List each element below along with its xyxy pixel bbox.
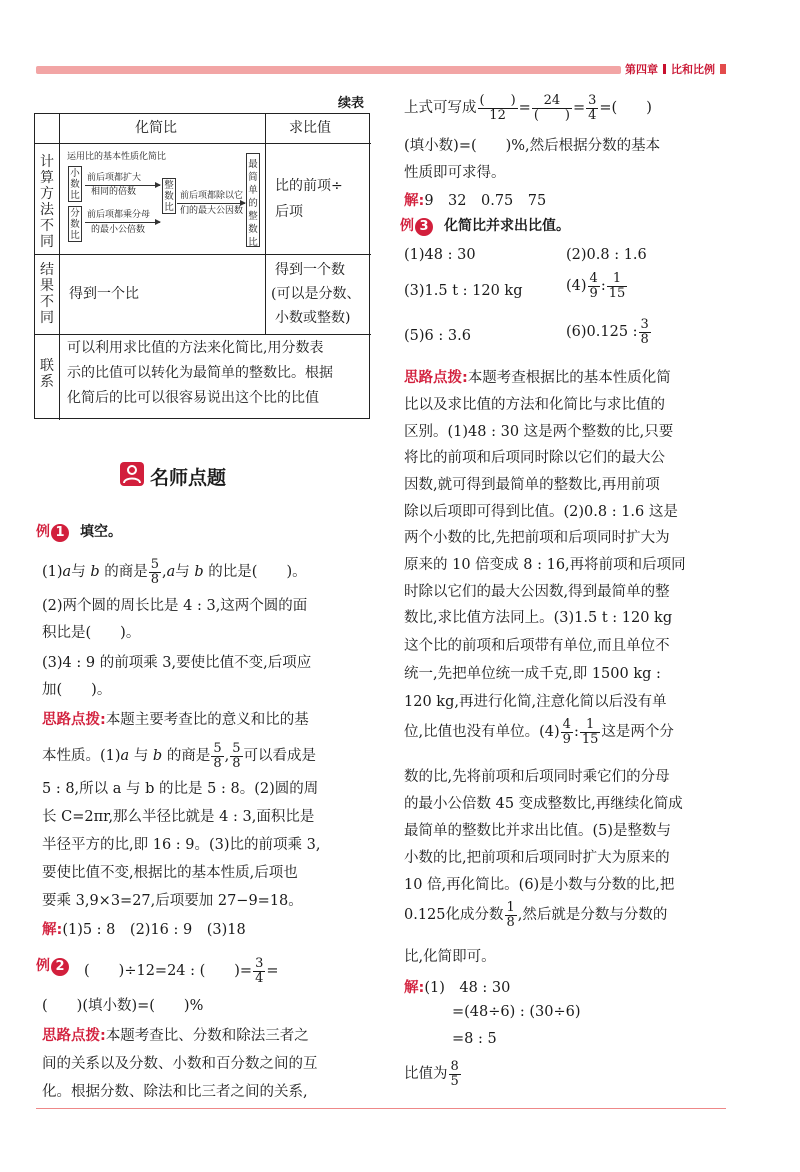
example-3-badge: 例 3 (400, 215, 433, 235)
ex2-question-line2: ( )(填小数)=( )% (42, 998, 204, 1014)
diagram-integer-note1: 前后项都除以它 (180, 191, 244, 201)
chapter-tag (625, 61, 726, 77)
ex3-answer-line3: =8 : 5 (452, 1031, 497, 1047)
ex3-hint-line15: 数的比,先将前项和后项同时乘它们的分母 (404, 769, 670, 785)
footer-line (36, 1108, 726, 1109)
ex2-question-line1: ( )÷12=24 : ( )= $\frac{3}{4}$ = (84, 956, 279, 986)
ex2-cont-line2: (填小数)=( )%,然后根据分数的基本 (404, 138, 661, 154)
diagram-box-decimal: 小数比 (68, 166, 82, 202)
ex3-problem-5: (5)6 : 3.6 (404, 328, 471, 344)
ex3-hint-line9: 时除以它们的最大公因数,得到最简单的整 (404, 584, 670, 600)
ex3-hint-line10: 数比,求比值方法同上。(3)1.5 t : 120 kg (404, 610, 673, 626)
ex3-hint-line3: 区别。(1)48 : 30 这是两个整数的比,只要 (404, 424, 674, 440)
fraction-3-4: $\frac{3}{4}$ (255, 956, 264, 986)
ex3-hint-line5: 因数,就可得到最简单的整数比,再用前项 (404, 477, 660, 493)
ex2-cont-line1: 上式可写成 $\frac{( )}{12}$ = $\frac{24}{( )}$ = $\frac{3}{4}$ =( ) (404, 93, 652, 123)
ex2-hint-line2: 间的关系以及分数、小数和百分数之间的互 (42, 1056, 318, 1072)
ex1-hint-line6: 要使比值不变,根据比的基本性质,后项也 (42, 865, 298, 881)
ex1-hint-line7: 要乘 3,9×3=27,后项要加 27−9=18。 (42, 893, 303, 909)
row2-ratio-line3: 小数或整数) (275, 310, 351, 326)
ex3-problem-2: (2)0.8 : 1.6 (566, 247, 647, 263)
ex1-q2-line2: 积比是( )。 (42, 625, 141, 641)
ex3-hint-line18: 小数的比,把前项和后项同时扩大为原来的 (404, 850, 670, 866)
row-label-connection: 联系 (40, 358, 54, 390)
ex3-hint-line13: 120 kg,再进行化简,注意化简以后没有单 (404, 694, 667, 710)
ex3-answer-line4: 比值为 $\frac{8}{5}$ (404, 1059, 459, 1089)
diagram-decimal-note2: 相同的倍数 (91, 187, 137, 197)
ex1-hint-line5: 半径平方的比,即 16 : 9。(3)比的前项乘 3, (42, 837, 321, 853)
ex3-hint-line19: 10 倍,再化简比。(6)是小数与分数的比,把 (404, 877, 675, 893)
row3-line1: 可以利用求比值的方法来化简比,用分数表 (67, 340, 324, 356)
example-3-title: 化简比并求出比值。 (444, 218, 570, 234)
row3-line2: 示的比值可以转化为最简单的整数比。根据 (67, 365, 333, 381)
ex3-answer-line1: 解:(1) 48 : 30 (404, 980, 511, 996)
ex3-hint-line16: 的最小公倍数 45 变成整数比,再继续化简成 (404, 796, 683, 812)
ex3-hint-line21: 比,化简即可。 (404, 949, 496, 965)
chapter-label: 第四章 (625, 63, 658, 76)
ex2-cont-line3: 性质即可求得。 (404, 165, 506, 181)
ex3-problem-6: (6)0.125 : $\frac{3}{8}$ (566, 317, 649, 347)
diagram-decimal-note1: 前后项都扩大 (87, 173, 142, 183)
ex1-hint-line1: 思路点拨:本题主要考查比的意义和比的基 (42, 712, 309, 728)
header-bar (36, 66, 621, 74)
ex3-hint-line20: 0.125化成分数 $\frac{1}{8}$ ,然后就是分数与分数的 (404, 900, 668, 930)
ex3-hint-line17: 最简单的整数比并求出比值。(5)是整数与 (404, 823, 672, 839)
row2-ratio-line2: (可以是分数、 (271, 286, 361, 302)
example-1-badge: 例 1 (36, 521, 69, 541)
row3-line3: 化简后的比可以很容易说出这个比的比值 (67, 390, 319, 406)
row-label-result: 结果不同 (40, 262, 54, 326)
section-label: 比和比例 (671, 63, 715, 76)
diagram-box-fraction: 分数比 (68, 206, 82, 242)
ex1-q2-line1: (2)两个圆的周长比是 4 : 3,这两个圆的面 (42, 598, 308, 614)
ex2-hint-line3: 化。根据分数、除法和比三者之间的关系, (42, 1084, 308, 1100)
ex1-hint-line2: 本性质。(1)a 与 b 的商是 $\frac{5}{8}$ , $\frac{5}{8}$ 可以看成是 (42, 741, 316, 771)
ex1-answer: 解:(1)5 : 8 (2)16 : 9 (3)18 (42, 922, 246, 938)
ex2-hint-line1: 思路点拨:本题考查比、分数和除法三者之 (42, 1028, 309, 1044)
ex3-answer-line2: =(48÷6) : (30÷6) (452, 1004, 581, 1020)
diagram-box-simplest: 最简单的整数比 (246, 153, 260, 247)
ex3-hint-line4: 将比的前项和后项同时除以它们的最大公 (404, 450, 665, 466)
table-header-ratio-value: 求比值 (289, 120, 331, 136)
ex2-answer: 解:9 32 0.75 75 (404, 193, 547, 209)
row2-simplify-result: 得到一个比 (69, 286, 139, 302)
fraction-5-8: $\frac{5}{8}$ (150, 557, 159, 587)
row1-ratio-line2: 后项 (275, 204, 303, 220)
row1-ratio-line1: 比的前项÷ (275, 178, 343, 194)
ex3-hint-line12: 统一,先把单位统一成千克,即 1500 kg : (404, 666, 661, 682)
comparison-table (34, 113, 370, 419)
ex1-q1: (1)a与 b 的商是 $\frac{5}{8}$ ,a与 b 的比是( )。 (42, 557, 307, 587)
diagram-fraction-note1: 前后项都乘分母 (87, 210, 151, 220)
ex3-problem-3: (3)1.5 t : 120 kg (404, 283, 523, 299)
table-header-simplify: 化简比 (135, 120, 177, 136)
ex1-hint-line4: 长 C=2πr,那么半径比就是 4 : 3,面积比是 (42, 809, 315, 825)
ex3-problem-4: (4) $\frac{4}{9}$ : $\frac{1}{15}$ (566, 271, 626, 301)
row2-ratio-line1: 得到一个数 (275, 262, 345, 278)
diagram-box-integer: 整数比 (162, 178, 176, 214)
teacher-icon (120, 462, 144, 486)
ex3-problem-1: (1)48 : 30 (404, 247, 476, 263)
ex1-q3-line2: 加( )。 (42, 682, 112, 698)
diagram-integer-note2: 们的最大公因数 (180, 206, 244, 216)
section-title: 名师点题 (150, 467, 227, 489)
ex1-q3-line1: (3)4 : 9 的前项乘 3,要使比值不变,后项应 (42, 655, 312, 671)
ex3-hint-line14: 位,比值也没有单位。(4) $\frac{4}{9}$ : $\frac{1}{15}$ 这是两个分 (404, 717, 674, 747)
ex3-hint-line11: 这个比的前项和后项带有单位,而且单位不 (404, 638, 670, 654)
diagram-fraction-note2: 的最小公倍数 (91, 225, 146, 235)
example-2-badge: 例 2 (36, 955, 69, 975)
row-label-method: 计算方法不同 (40, 154, 54, 250)
diagram-top-text: 运用比的基本性质化简比 (67, 152, 167, 162)
ex3-hint-line8: 原来的 10 倍变成 8 : 16,再将前项和后项同 (404, 557, 686, 573)
example-1-title: 填空。 (80, 524, 122, 540)
ex3-hint-line2: 比以及求比值的方法和化简比与求比值的 (404, 397, 665, 413)
ex3-hint-line1: 思路点拨:本题考查根据比的基本性质化简 (404, 370, 671, 386)
table-continued-label: 续表 (338, 96, 365, 111)
ex3-hint-line6: 除以后项即可得到比值。(2)0.8 : 1.6 这是 (404, 504, 678, 520)
ex3-hint-line7: 两个小数的比,先把前项和后项同时扩大为 (404, 530, 670, 546)
ex1-hint-line3: 5 : 8,所以 a 与 b 的比是 5 : 8。(2)圆的周 (42, 781, 319, 797)
